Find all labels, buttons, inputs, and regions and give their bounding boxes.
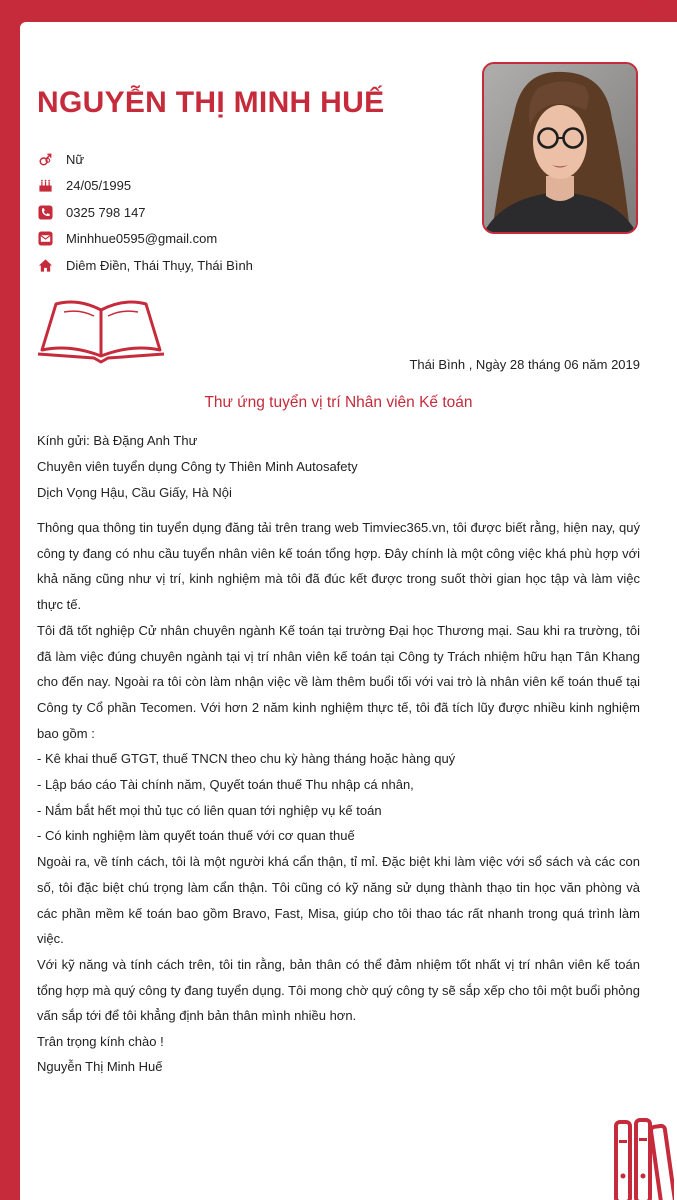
letter-bullet: - Lập báo cáo Tài chính năm, Quyết toán thuế Thu nhập cá nhân,	[37, 777, 414, 793]
email-icon	[37, 231, 53, 247]
letter-title: Thư ứng tuyển vị trí Nhân viên Kế toán	[204, 394, 473, 411]
letter-closing: Trân trọng kính chào !	[37, 1034, 164, 1050]
letter-bullet: - Nắm bắt hết mọi thủ tục có liên quan tới nghiệp vụ kế toán	[37, 802, 382, 818]
letter-bullet: - Kê khai thuế GTGT, thuế TNCN theo chu kỳ hàng tháng hoặc hàng quý	[37, 751, 456, 767]
letter-paragraph: Ngoài ra, về tính cách, tôi là một người khá cẩn thận, tỉ mỉ. Đặc biệt khi làm việc với sổ sách và các con số, tôi đặc biệt chú trọng làm cẩn thận. Tôi cũng có kỹ năng sử dụng thành thạo tin học văn phòng và các phần mềm kế toán bao gồm Bravo, Fast, Misa, giúp cho tôi thao tác rất nhanh trong quá trình làm việc.	[37, 854, 640, 947]
contact-info	[37, 146, 457, 279]
email-row	[37, 226, 457, 253]
email-text: Minhhue0595@gmail.com	[66, 231, 218, 247]
birthday-row	[37, 173, 457, 200]
binders-icon	[612, 1118, 674, 1200]
signature: Nguyễn Thị Minh Huế	[37, 1059, 163, 1074]
candidate-name: NGUYỄN THỊ MINH HUẾ	[37, 86, 385, 119]
phone-row	[37, 199, 457, 226]
recipient-line: Chuyên viên tuyển dụng Công ty Thiên Minh Autosafety	[37, 459, 358, 474]
phone-icon	[37, 204, 53, 220]
birthday-cake-icon	[37, 178, 53, 194]
letter-date: Thái Bình , Ngày 28 tháng 06 năm 2019	[409, 357, 640, 372]
letter-bullet: - Có kinh nghiệm làm quyết toán thuế với cơ quan thuế	[37, 828, 355, 844]
gender-icon	[37, 151, 53, 167]
recipient-block	[37, 428, 640, 506]
letter-paragraph: Tôi đã tốt nghiệp Cử nhân chuyên ngành Kế toán tại trường Đại học Thương mại. Sau khi ra trường, tôi đã làm việc đúng chuyên ngành tại vị trí nhân viên kế toán tại Công ty Trách nhiệm hữu hạn Tân Khang cho đến nay. Ngoài ra tôi còn làm nhận việc về làm thêm buổi tối với vai trò là nhân viên kế toán thuế tại Công ty Cổ phần Tecomen. Với hơn 2 năm kinh nghiệm thực tế, tôi đã tích lũy được nhiều kinh nghiệm bao gồm :	[37, 622, 640, 741]
birthday-text: 24/05/1995	[66, 178, 132, 194]
recipient-line: Kính gửi: Bà Đặng Anh Thư	[37, 433, 198, 448]
letter-paragraph: Với kỹ năng và tính cách trên, tôi tin rằng, bản thân có thể đảm nhiệm tốt nhất vị trí nhân viên kế toán tổng hợp mà quý công ty đang tuyển dụng. Tôi mong chờ quý công ty sẽ sắp xếp cho tôi một buổi phỏng vấn sắp tới để tôi khẳng định bản thân mình nhiều hơn.	[37, 956, 640, 1024]
profile-photo	[482, 62, 638, 234]
address-row	[37, 252, 457, 279]
home-icon	[37, 257, 53, 273]
gender-text: Nữ	[66, 151, 85, 167]
phone-text: 0325 798 147	[66, 204, 146, 220]
letter-paragraph: Thông qua thông tin tuyển dụng đăng tải trên trang web Timviec365.vn, tôi được biết rằng, hiện nay, quý công ty đang có nhu cầu tuyển nhân viên kế toán tổng hợp. Đây chính là một công việc khá phù hợp với khả năng cũng như vị trí, kinh nghiệm mà tôi đã đúc kết được trong suốt thời gian học tập và làm việc thực tế.	[37, 520, 640, 613]
gender-row	[37, 146, 457, 173]
recipient-line: Dịch Vọng Hậu, Cầu Giấy, Hà Nội	[37, 485, 232, 500]
address-text: Diêm Điền, Thái Thụy, Thái Bình	[66, 257, 253, 273]
letter-body	[37, 515, 640, 1055]
book-icon	[36, 296, 166, 364]
